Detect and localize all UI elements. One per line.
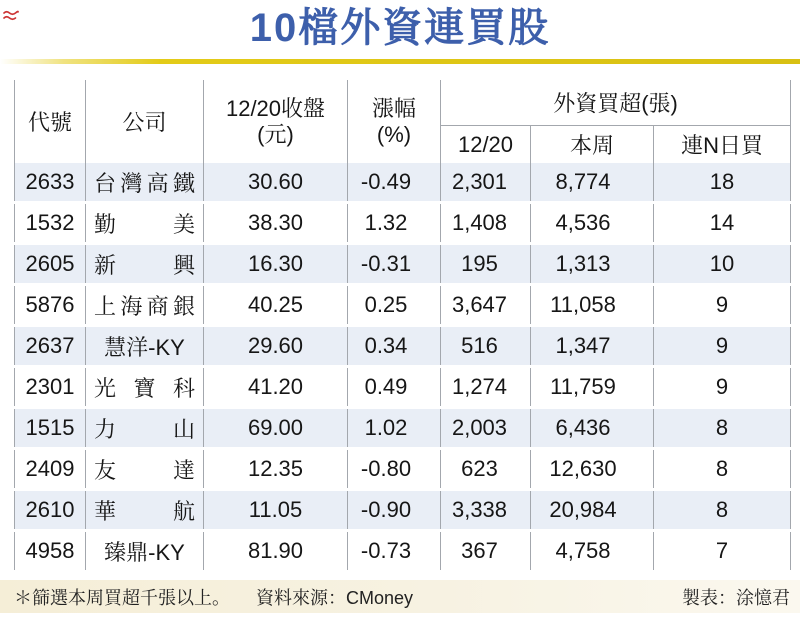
cell-buy-week: 12,630 xyxy=(531,449,654,490)
cell-stock-code: 4958 xyxy=(15,531,86,572)
cell-company-name: 友達 xyxy=(86,449,204,490)
cell-close-price: 81.90 xyxy=(204,531,348,572)
title-underline xyxy=(0,59,800,64)
col-header-company: 公司 xyxy=(86,80,204,163)
cell-buy-day: 3,647 xyxy=(441,285,531,326)
cell-change-pct: -0.31 xyxy=(348,244,441,285)
table-row xyxy=(15,449,791,490)
cell-stock-code: 2409 xyxy=(15,449,86,490)
table-row xyxy=(15,326,791,367)
col-header-close-line2: (元) xyxy=(257,121,294,147)
table-footnote xyxy=(0,580,800,613)
cell-stock-code: 2610 xyxy=(15,490,86,531)
cell-close-price: 11.05 xyxy=(204,490,348,531)
table-header xyxy=(15,80,791,163)
cell-stock-code: 2301 xyxy=(15,367,86,408)
cell-close-price: 16.30 xyxy=(204,244,348,285)
cell-stock-code: 2633 xyxy=(15,163,86,203)
cell-change-pct: -0.49 xyxy=(348,163,441,203)
foreign-buy-table xyxy=(14,80,791,573)
col-group-foreign-buy: 外資買超(張) xyxy=(441,80,791,126)
cell-close-price: 29.60 xyxy=(204,326,348,367)
cell-stock-code: 5876 xyxy=(15,285,86,326)
cell-streak-days: 7 xyxy=(654,531,791,572)
cell-streak-days: 14 xyxy=(654,203,791,244)
cell-company-name: 新興 xyxy=(86,244,204,285)
cell-buy-week: 6,436 xyxy=(531,408,654,449)
table-row xyxy=(15,244,791,285)
col-header-change-line1: 漲幅 xyxy=(371,95,416,121)
cell-change-pct: 0.49 xyxy=(348,367,441,408)
cell-company-name: 上海商銀 xyxy=(86,285,204,326)
cell-buy-day: 3,338 xyxy=(441,490,531,531)
col-header-change xyxy=(348,80,441,163)
cell-stock-code: 1532 xyxy=(15,203,86,244)
cell-buy-day: 1,408 xyxy=(441,203,531,244)
table-row xyxy=(15,531,791,572)
data-source: 資料來源：CMoney xyxy=(256,587,414,608)
cell-change-pct: 0.25 xyxy=(348,285,441,326)
col-header-code: 代號 xyxy=(15,80,86,163)
cell-buy-day: 516 xyxy=(441,326,531,367)
table-row xyxy=(15,408,791,449)
col-header-streak: 連N日買 xyxy=(654,126,791,164)
cell-buy-week: 11,058 xyxy=(531,285,654,326)
cell-buy-day: 2,301 xyxy=(441,163,531,203)
cell-streak-days: 10 xyxy=(654,244,791,285)
cell-company-name: 勤美 xyxy=(86,203,204,244)
cell-buy-week: 1,313 xyxy=(531,244,654,285)
cell-streak-days: 9 xyxy=(654,285,791,326)
cell-streak-days: 8 xyxy=(654,490,791,531)
col-header-buy-day: 12/20 xyxy=(441,126,531,164)
cell-close-price: 40.25 xyxy=(204,285,348,326)
table-row xyxy=(15,490,791,531)
cell-buy-week: 1,347 xyxy=(531,326,654,367)
cell-buy-day: 367 xyxy=(441,531,531,572)
cell-close-price: 12.35 xyxy=(204,449,348,490)
col-header-buy-week: 本周 xyxy=(531,126,654,164)
cell-streak-days: 8 xyxy=(654,449,791,490)
cell-close-price: 69.00 xyxy=(204,408,348,449)
cell-buy-day: 1,274 xyxy=(441,367,531,408)
cell-company-name: 華航 xyxy=(86,490,204,531)
cell-buy-day: 623 xyxy=(441,449,531,490)
table-credit: 製表：涂憶君 xyxy=(682,587,790,608)
table-body xyxy=(15,163,791,572)
col-header-close-line1: 12/20收盤 xyxy=(225,95,326,121)
col-header-change-line2: (%) xyxy=(376,121,412,147)
cell-buy-week: 4,536 xyxy=(531,203,654,244)
cell-buy-week: 8,774 xyxy=(531,163,654,203)
cell-stock-code: 2605 xyxy=(15,244,86,285)
cell-streak-days: 8 xyxy=(654,408,791,449)
cell-change-pct: -0.73 xyxy=(348,531,441,572)
cell-buy-week: 20,984 xyxy=(531,490,654,531)
cell-company-name: 台灣高鐵 xyxy=(86,163,204,203)
cell-change-pct: -0.80 xyxy=(348,449,441,490)
table-row xyxy=(15,367,791,408)
cell-company-name: 光寶科 xyxy=(86,367,204,408)
cell-buy-day: 195 xyxy=(441,244,531,285)
table-row xyxy=(15,163,791,203)
cell-buy-day: 2,003 xyxy=(441,408,531,449)
cell-change-pct: 0.34 xyxy=(348,326,441,367)
cell-streak-days: 18 xyxy=(654,163,791,203)
table-row xyxy=(15,203,791,244)
cell-stock-code: 2637 xyxy=(15,326,86,367)
cell-close-price: 41.20 xyxy=(204,367,348,408)
page-title: 10檔外資連買股 xyxy=(249,6,551,50)
table-row xyxy=(15,285,791,326)
cell-buy-week: 4,758 xyxy=(531,531,654,572)
cell-change-pct: 1.02 xyxy=(348,408,441,449)
cell-stock-code: 1515 xyxy=(15,408,86,449)
cell-streak-days: 9 xyxy=(654,367,791,408)
cell-company-name: 慧洋-KY xyxy=(86,326,204,367)
col-header-close xyxy=(204,80,348,163)
cell-change-pct: -0.90 xyxy=(348,490,441,531)
cell-close-price: 38.30 xyxy=(204,203,348,244)
cell-streak-days: 9 xyxy=(654,326,791,367)
cell-company-name: 臻鼎-KY xyxy=(86,531,204,572)
filter-note: ＊篩選本周買超千張以上。 xyxy=(14,587,230,608)
cell-buy-week: 11,759 xyxy=(531,367,654,408)
cell-close-price: 30.60 xyxy=(204,163,348,203)
cell-change-pct: 1.32 xyxy=(348,203,441,244)
cell-company-name: 力山 xyxy=(86,408,204,449)
